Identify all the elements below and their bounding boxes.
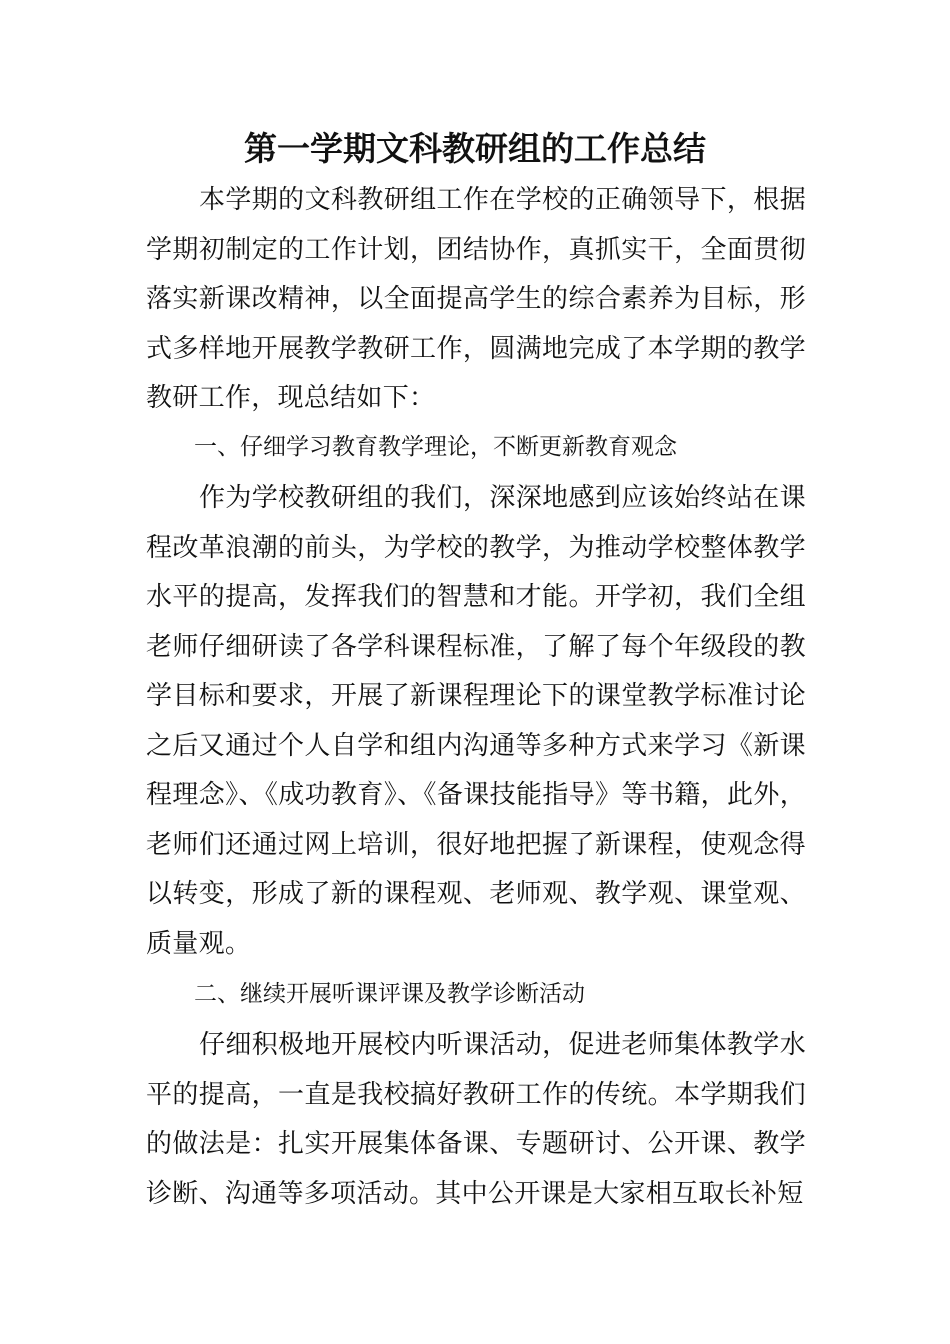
section-2-heading: 二、继续开展听课评课及教学诊断活动: [194, 981, 585, 1007]
section-1-paragraph: 作为学校教研组的我们，深深地感到应该始终站在课程改革浪潮的前头，为学校的教学，为推动学校整体教学水平的提高，发挥我们的智慧和才能。开学初，我们全组老师仔细研读了各学科课程标准，了解了每个年级段的教学目标和要求，开展了新课程理论下的课堂教学标准讨论之后又通过个人自学和组内沟通等多种方式来学习《新课程理念》、《成功教育》、《备课技能指导》等书籍，此外，老师们还通过网上培训，很好地把握了新课程，使观念得以转变，形成了新的课程观、老师观、教学观、课堂观、质量观。: [146, 483, 806, 959]
section-1-heading: 一、仔细学习教育教学理论，不断更新教育观念: [194, 434, 677, 460]
intro-paragraph: 本学期的文科教研组工作在学校的正确领导下，根据学期初制定的工作计划，团结协作，真抓实干，全面贯彻落实新课改精神，以全面提高学生的综合素养为目标，形式多样地开展教学教研工作，圆满地完成了本学期的教学教研工作，现总结如下：: [146, 185, 806, 413]
document-title: 第一学期文科教研组的工作总结: [244, 129, 706, 168]
section-2-paragraph: 仔细积极地开展校内听课活动，促进老师集体教学水平的提高，一直是我校搞好教研工作的传统。本学期我们的做法是：扎实开展集体备课、专题研讨、公开课、教学诊断、沟通等多项活动。其中公开课是大家相互取长补短: [146, 1030, 806, 1209]
